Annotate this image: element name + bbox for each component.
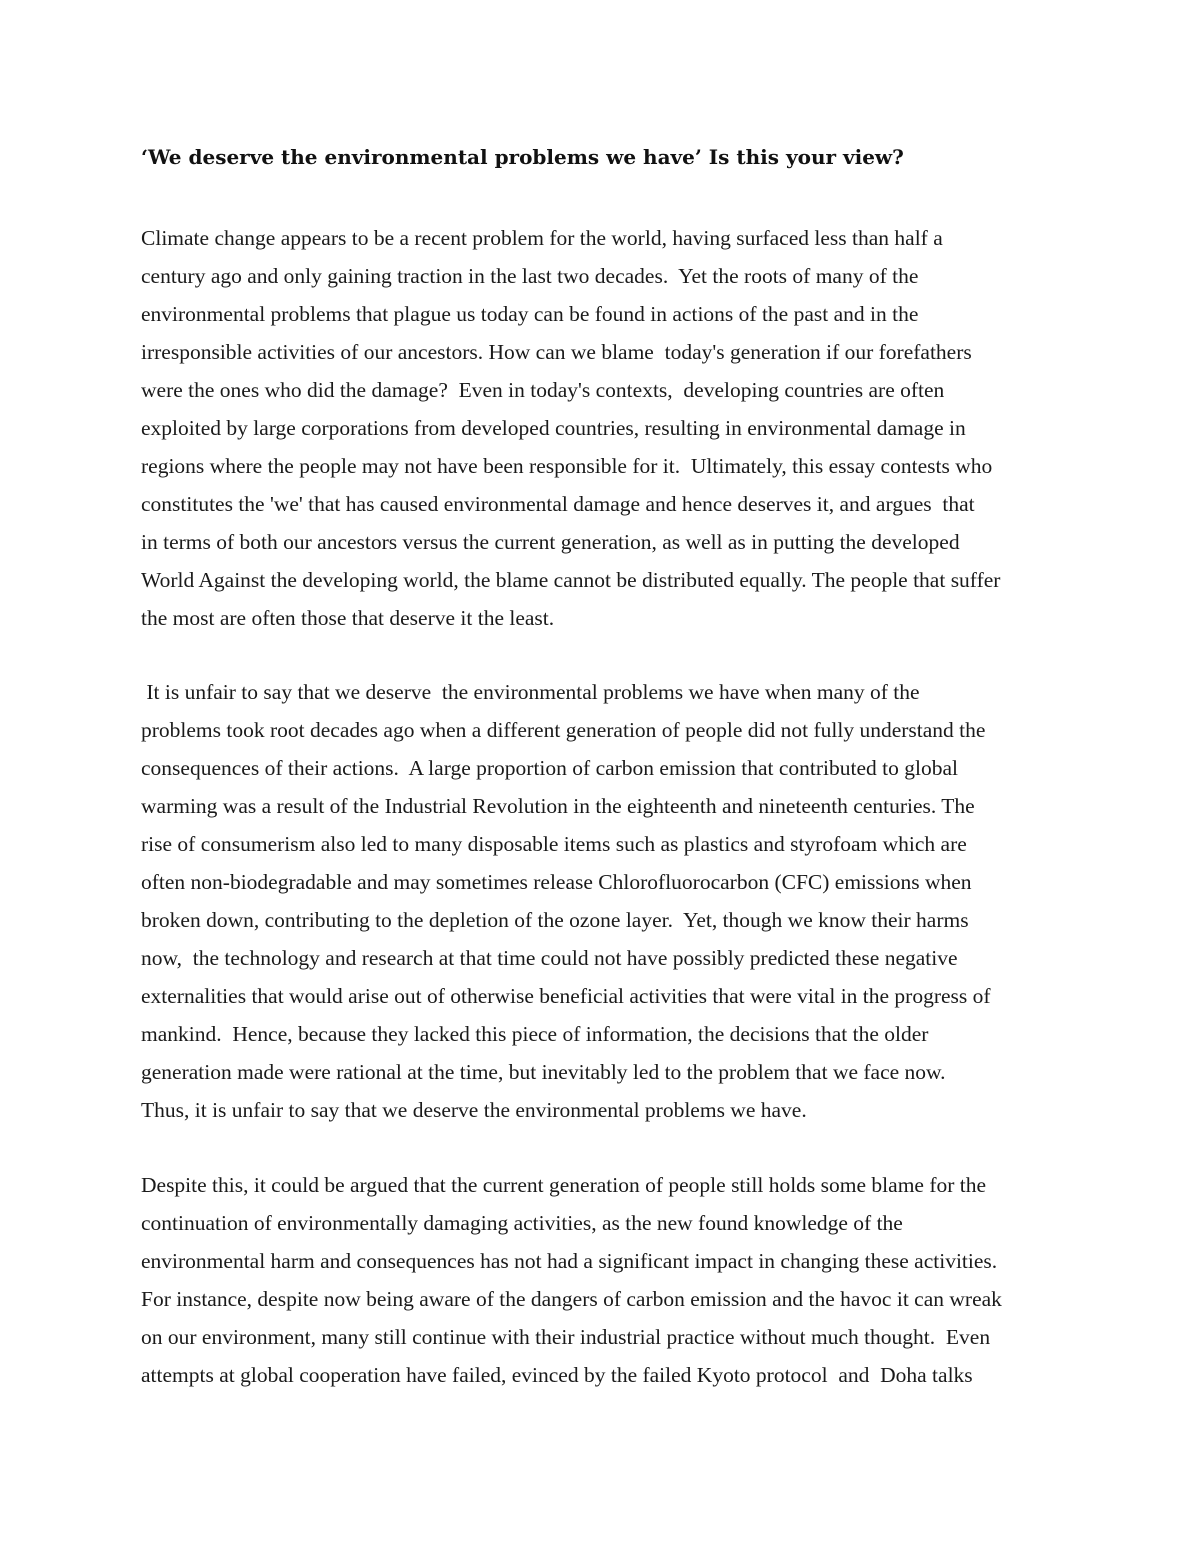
text-line: rise of consumerism also led to many disposable items such as plastics and styrofoam which are: [141, 832, 967, 856]
text-line: continuation of environmentally damaging activities, as the new found knowledge of the: [141, 1211, 903, 1235]
text-line: were the ones who did the damage? Even in today's contexts, developing countries are often: [141, 378, 945, 402]
text-line: For instance, despite now being aware of the dangers of carbon emission and the havoc it can wreak: [141, 1287, 1002, 1311]
paragraph-body-1: [141, 673, 991, 1129]
text-line: problems took root decades ago when a different generation of people did not fully understand the: [141, 718, 986, 742]
text-line: century ago and only gaining traction in the last two decades. Yet the roots of many of the: [141, 264, 919, 288]
text-line: often non-biodegradable and may sometimes release Chlorofluorocarbon (CFC) emissions when: [141, 870, 972, 894]
text-line: World Against the developing world, the blame cannot be distributed equally. The people that suffer: [141, 568, 1001, 592]
text-line: attempts at global cooperation have failed, evinced by the failed Kyoto protocol and Doha talks: [141, 1363, 973, 1387]
text-line: warming was a result of the Industrial Revolution in the eighteenth and nineteenth centuries. The: [141, 794, 975, 818]
text-line: irresponsible activities of our ancestors. How can we blame today's generation if our forefathers: [141, 340, 972, 364]
text-line: environmental problems that plague us today can be found in actions of the past and in the: [141, 302, 919, 326]
text-line: mankind. Hence, because they lacked this piece of information, the decisions that the older: [141, 1022, 929, 1046]
text-line: environmental harm and consequences has not had a significant impact in changing these activities.: [141, 1249, 998, 1273]
text-line: Climate change appears to be a recent problem for the world, having surfaced less than half a: [141, 226, 943, 250]
text-line: exploited by large corporations from developed countries, resulting in environmental damage in: [141, 416, 966, 440]
text-line: Thus, it is unfair to say that we deserve the environmental problems we have.: [141, 1098, 807, 1122]
text-line: on our environment, many still continue with their industrial practice without much thought. Even: [141, 1325, 991, 1349]
text-line: the most are often those that deserve it the least.: [141, 606, 555, 630]
text-line: broken down, contributing to the depletion of the ozone layer. Yet, though we know their harms: [141, 908, 969, 932]
text-line: now, the technology and research at that time could not have possibly predicted these negative: [141, 946, 958, 970]
text-line: regions where the people may not have been responsible for it. Ultimately, this essay contests who: [141, 454, 993, 478]
text-line: constitutes the 'we' that has caused environmental damage and hence deserves it, and argues that: [141, 492, 975, 516]
text-line: consequences of their actions. A large proportion of carbon emission that contributed to global: [141, 756, 958, 780]
paragraph-body-2: [141, 1166, 1002, 1394]
text-line: generation made were rational at the time, but inevitably led to the problem that we face now.: [141, 1060, 946, 1084]
text-line: Despite this, it could be argued that the current generation of people still holds some blame for the: [141, 1173, 987, 1197]
essay-title: ‘We deserve the environmental problems we have’ Is this your view?: [141, 145, 904, 169]
paragraph-introduction: [141, 219, 1000, 637]
text-line: It is unfair to say that we deserve the environmental problems we have when many of the: [141, 680, 920, 704]
text-line: in terms of both our ancestors versus the current generation, as well as in putting the developed: [141, 530, 960, 554]
text-line: externalities that would arise out of otherwise beneficial activities that were vital in the progress of: [141, 984, 991, 1008]
